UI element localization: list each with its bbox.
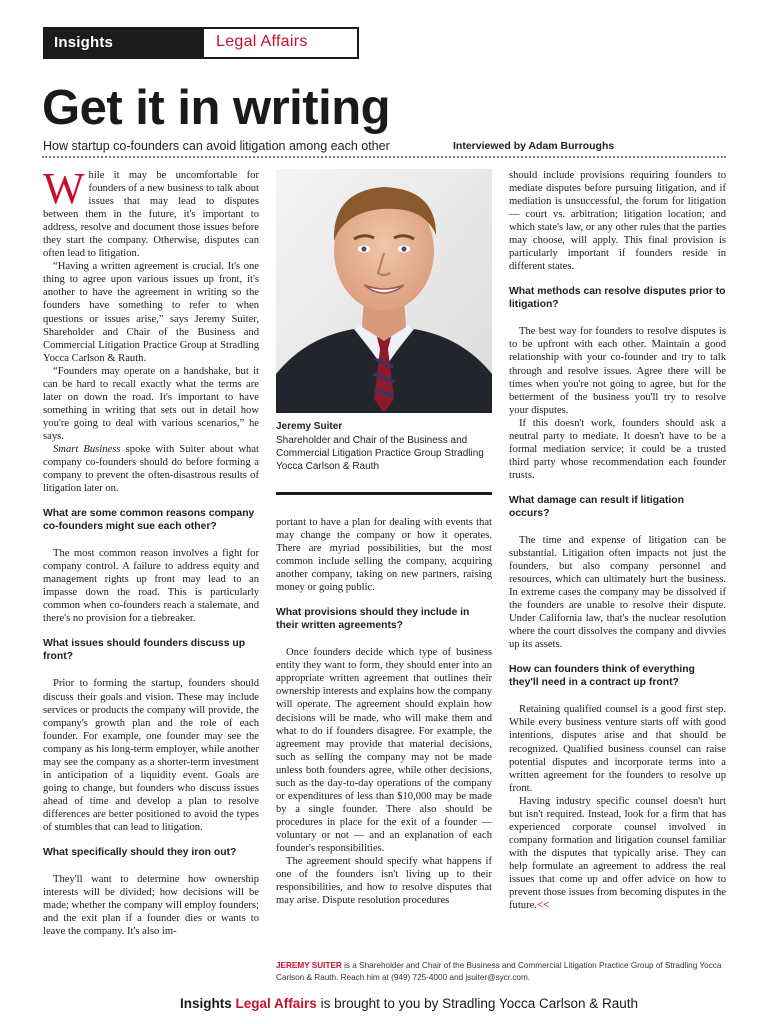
question-heading: What provisions should they include in their written agreements?: [276, 607, 470, 632]
footer-rest: is brought to you by Stradling Yocca Carlson & Rauth: [316, 996, 639, 1011]
footer-credit: [180, 996, 638, 1011]
article-subtitle: How startup co-founders can avoid litigation among each other: [43, 139, 390, 153]
article-column-1: [43, 164, 259, 938]
end-mark: <<: [536, 900, 550, 912]
caption-rule: [276, 492, 492, 495]
paragraph: The agreement should specify what happens if one of the founders isn't living up to their responsibilities, and how to resolve disputes that may arise. Dispute resolution procedures: [276, 856, 492, 907]
paragraph: Prior to forming the startup, founders should discuss their goals and vision. These may include services or products the company will provide, the company's growth plan and the role of each founder. For example, one founder may see the company as his long-term employer, while another may see the company as a shorter-term investment in anticipation of a liquidity event. Goals are going to change, but founders who discuss issues ahead of time and develop a plan to resolve differences are better positioned to avoid the types of stumbles that can lead to litigation.: [43, 678, 259, 833]
dotted-divider: [42, 156, 726, 158]
question-heading: How can founders think of everything they'll need in a contract up front?: [509, 664, 695, 689]
paragraph: [43, 443, 259, 495]
publication-name: Smart Business: [53, 443, 121, 455]
portrait-photo: [276, 169, 492, 413]
section-label: Insights: [54, 34, 114, 51]
paragraph: [43, 164, 259, 260]
question-heading: What specifically should they iron out?: [43, 847, 237, 859]
article-column-3: [509, 169, 726, 912]
paragraph-text: spoke with Suiter about what company co-founders should do before forming a company to prevent the often-disastrous results of litigation later on.: [43, 443, 259, 495]
bio-name: JEREMY SUITER: [276, 961, 342, 970]
portrait-illustration: [276, 169, 492, 413]
author-bio: [276, 960, 728, 984]
photo-caption-name: Jeremy Suiter: [276, 421, 343, 432]
bio-text: is a Shareholder and Chair of the Business and Commercial Litigation Practice Group of Stradling Yocca Carlson & Rauth. Reach him at (949) 725-4000 and jsuiter@sycr.com.: [276, 961, 722, 982]
footer-legal: Legal Affairs: [235, 996, 317, 1011]
paragraph: The time and expense of litigation can be substantial. Litigation often impacts not just the founders, but also company personnel and resources, which can ultimately hurt the business. In extreme cases the company may be dissolved if the founders are unable to resolve their dispute. Under California law, that's the nuclear resolution where the court dissolves the company and divvies up its assets.: [509, 534, 726, 651]
topic-label: Legal Affairs: [216, 33, 308, 50]
paragraph-text: hile it may be uncomfortable for founders of a new business to talk about issues that may lead to disputes between them in the future, it's important to address, resolve and document those issues before they start the company. Otherwise, disputes can often lead to litigation.: [43, 170, 259, 260]
paragraph: “Having a written agreement is crucial. It's one thing to agree upon various issues up front, it's another to have the agreement in writing so the founders have something to refer to when questions or issues arise,” says Jeremy Suiter, Shareholder and Chair of the Business and Commercial Litigation Practice Group at Stradling Yocca Carlson & Rauth.: [43, 261, 259, 364]
question-heading: What methods can resolve disputes prior to litigation?: [509, 286, 726, 311]
drop-cap: W: [43, 164, 85, 213]
paragraph: [509, 795, 726, 912]
photo-caption-role: Shareholder and Chair of the Business and Commercial Litigation Practice Group Stradling Yocca Carlson & Rauth: [276, 435, 484, 472]
paragraph: “Founders may operate on a handshake, but it can be hard to recall exactly what the terms are later on down the road. It's important to have something in writing that sets out in detail how you're going to deal with various scenarios,” he says.: [43, 365, 259, 442]
footer-insights: Insights: [180, 996, 232, 1011]
question-heading: What damage can result if litigation occurs?: [509, 494, 684, 519]
paragraph: They'll want to determine how ownership interests will be divided; how decisions will be made; whether the company will employ founders; and the exit plan if a founder dies or wants to leave the company. It's also im-: [43, 874, 259, 938]
question-heading: What are some common reasons company co-founders might sue each other?: [43, 508, 255, 533]
question-heading: What issues should founders discuss up front?: [43, 638, 246, 663]
paragraph-text: Having industry specific counsel doesn't hurt but isn't required. Instead, look for a firm that has experienced corporate counsel involved in company formation and litigation counsel familiar with the disputes that typically arise. They can help formulate an agreement to address the real issues that come up and offer advice on how to prevent those issues from becoming disputes in the future.: [509, 795, 726, 912]
paragraph: Retaining qualified counsel is a good first step. While every business venture starts off with good intentions, disputes arise and that should be recognized. Qualified business counsel can raise potential disputes and incorporate terms into a written agreement for the founders to resolve up front.: [509, 704, 726, 794]
article-column-2: [276, 516, 492, 907]
paragraph: The best way for founders to resolve disputes is to be upfront with each other. Maintain a good relationship with your co-founder and try to talk through and resolve issues. Agree there will be times when you're not going to agree, but for the betterment of the business you'll try to resolve your disputes.: [509, 326, 726, 416]
paragraph: If this doesn't work, founders should ask a neutral party to mediate. It doesn't have to be a formal mediation service; it could be a trusted third party whose recommendation each founder trusts.: [509, 417, 726, 481]
paragraph: portant to have a plan for dealing with events that may change the company or how it operates. There are myriad possibilities, but the most common include selling the company, acquiring another company, taking on new partners, raising money or going public.: [276, 517, 492, 594]
paragraph: should include provisions requiring founders to mediate disputes before pursuing litigation, and if mediation is unsuccessful, the forum for litigation — court vs. arbitration; litigation location; and which state's law, or any other rules that the parties may choose, will apply. This final provision is particularly important if founders reside in different states.: [509, 170, 726, 273]
article-title: Get it in writing: [42, 81, 391, 135]
article-byline: Interviewed by Adam Burroughs: [453, 140, 615, 152]
paragraph: The most common reason involves a fight for company control. A failure to address equity and management rights up front may lead to an impasse down the road. This is particularly common when co-founders reach a stalemate, and there's no provision for a tiebreaker.: [43, 548, 259, 625]
paragraph: Once founders decide which type of business entity they want to form, they should enter into an appropriate written agreement that outlines their ownership interests and explains how the company will operate. The agreement should explain how decisions will be made, who will make them and what to do if founders disagree. For example, the agreement may provide that material decisions, such as selling the company may not be made unless both founders agree, while other decisions, such as the day-to-day operations of the company or expenditures of less than $10,000 may be made by a single founder. There also should be procedures in place for the exit of a founder — voluntary or not — and an explanation of each founder's responsibilities.: [276, 647, 492, 854]
